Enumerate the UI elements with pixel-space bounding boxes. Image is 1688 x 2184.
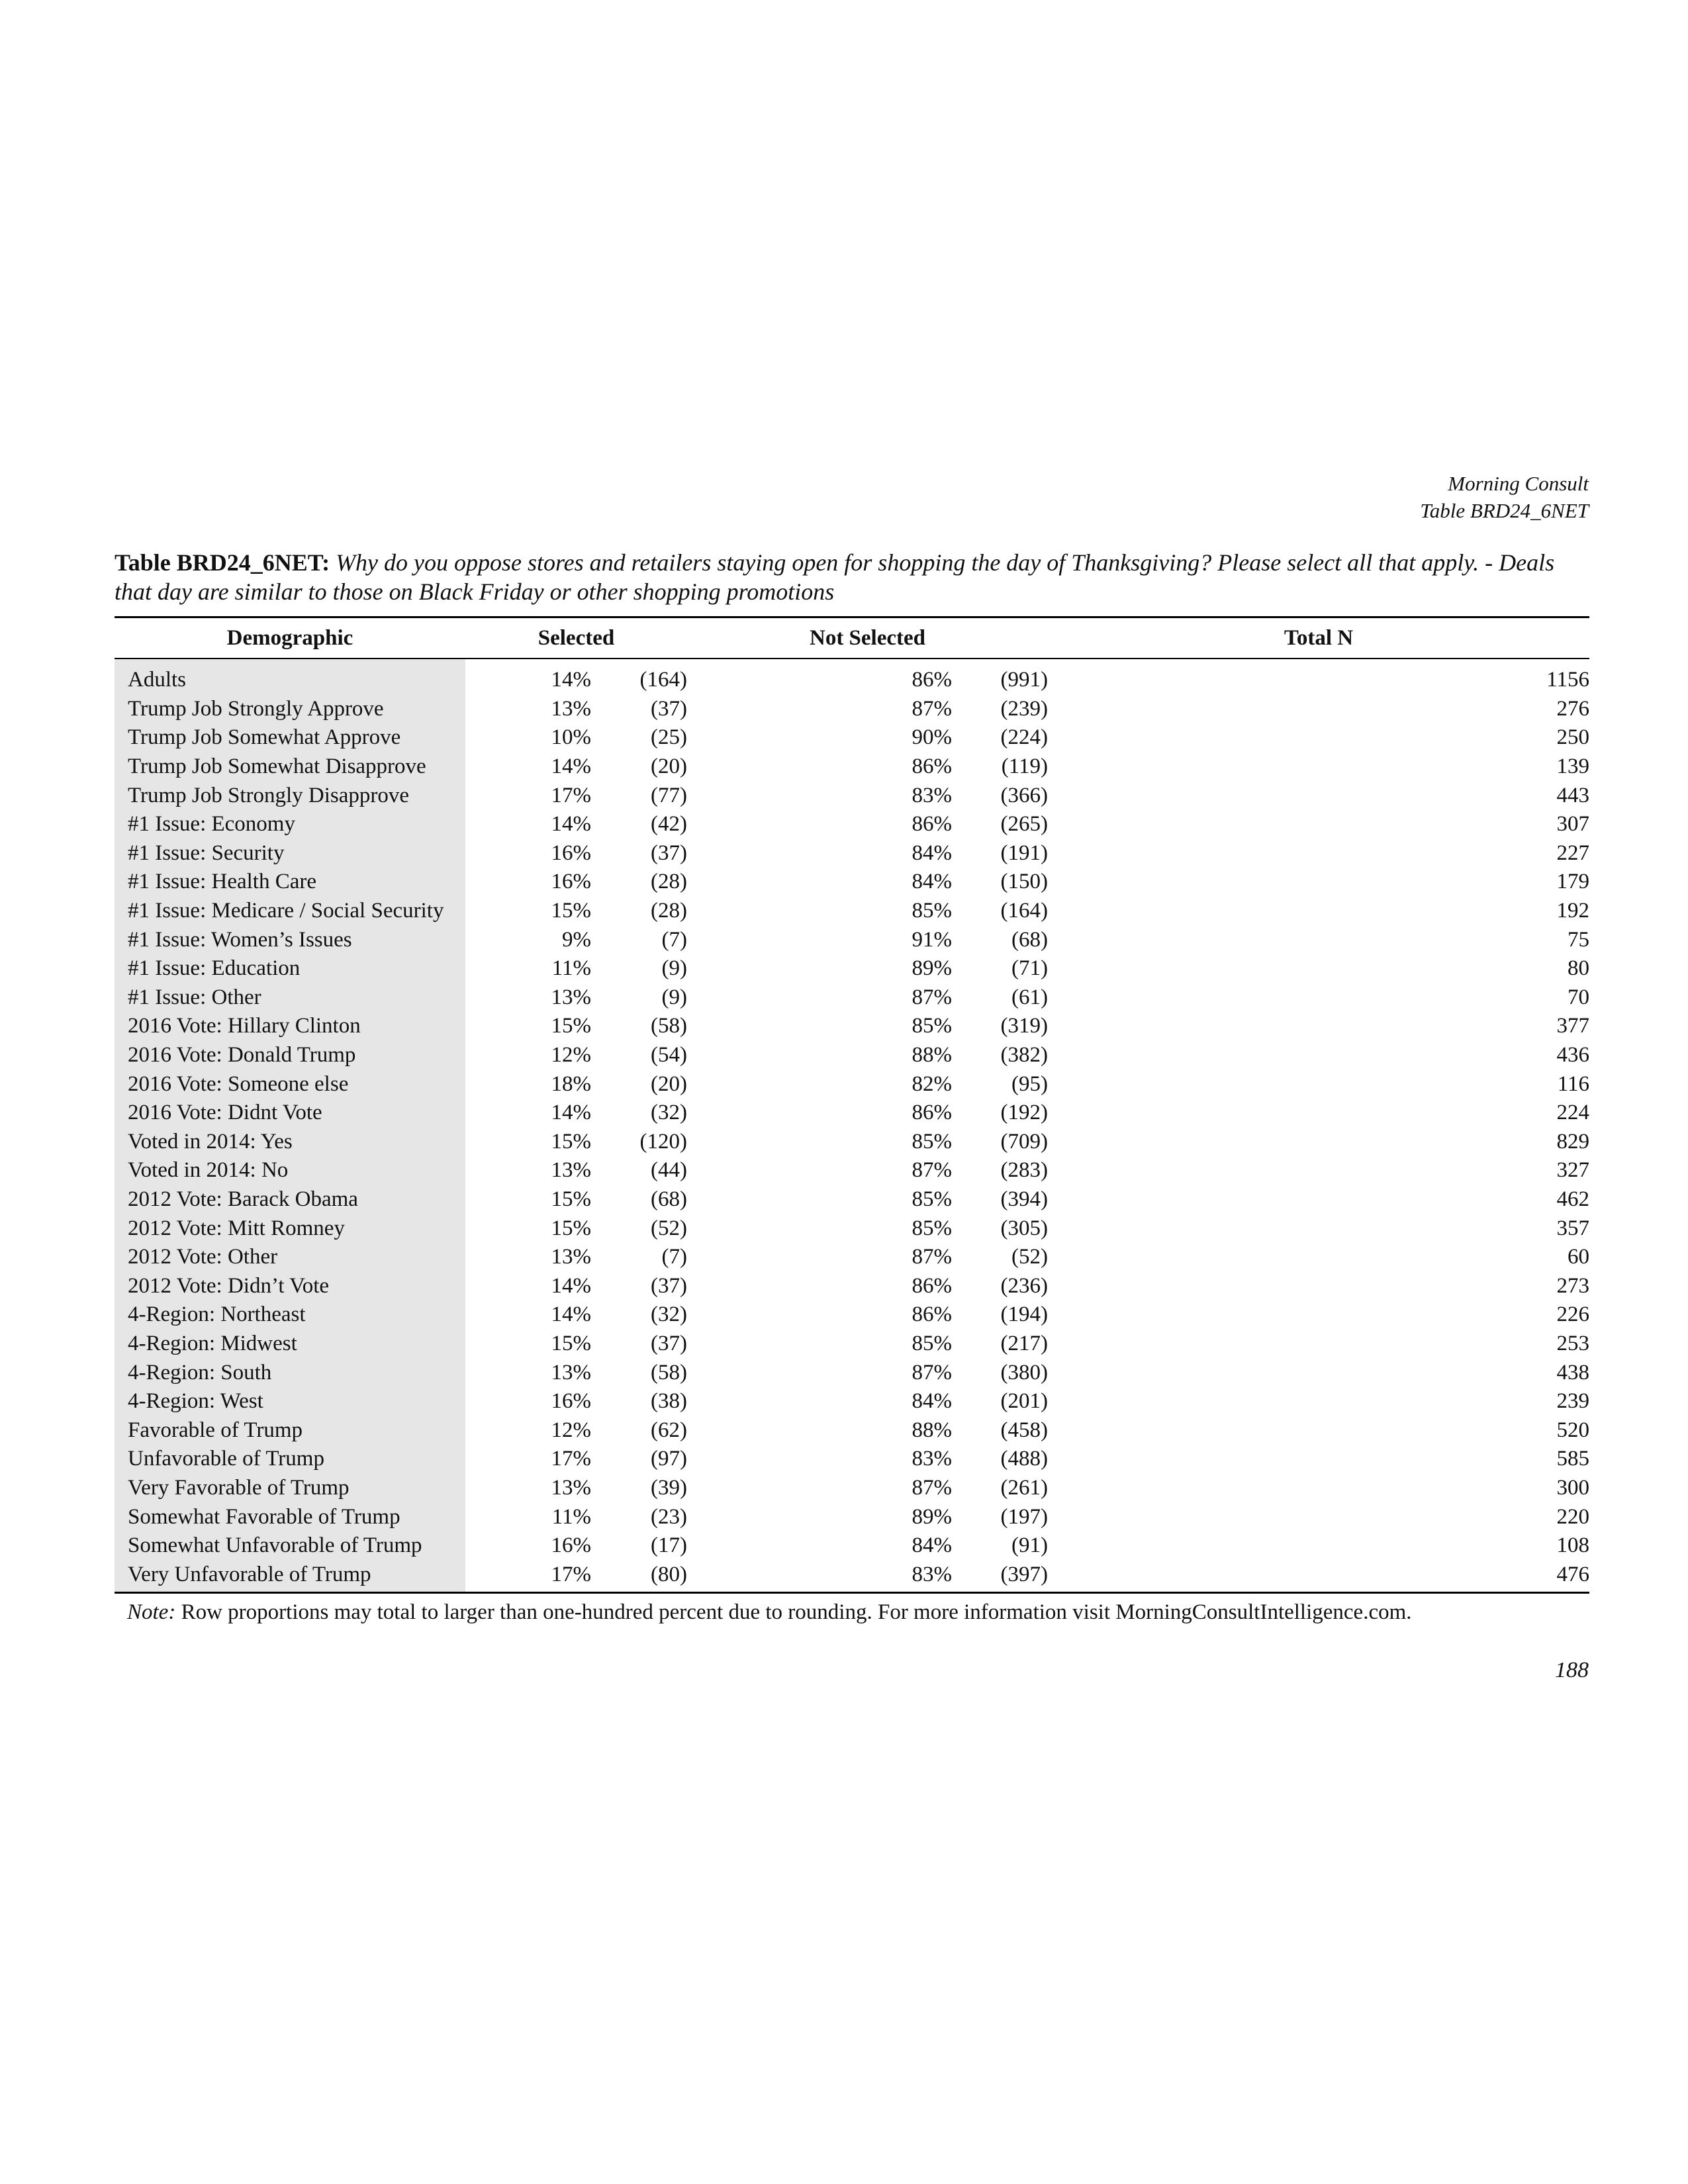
col-header-total: Total N [1048, 617, 1589, 659]
total-n: 357 [1556, 1216, 1589, 1240]
not-selected-pct: 89% [912, 956, 952, 981]
not-selected-pct: 84% [912, 1389, 952, 1414]
selected-n: (7) [661, 1245, 687, 1269]
table-row [115, 659, 1589, 695]
table-row [115, 839, 1589, 868]
row-label: 2012 Vote: Didn’t Vote [115, 1271, 465, 1300]
total-n: 1156 [1546, 668, 1589, 692]
selected-pct: 13% [551, 985, 591, 1009]
selected-pct: 15% [551, 899, 591, 923]
total-n: 250 [1556, 725, 1589, 750]
selected-n: (9) [661, 956, 687, 981]
table-row [115, 1069, 1589, 1099]
table-row [115, 695, 1589, 724]
col-header-selected: Selected [465, 617, 687, 659]
not-selected-n: (217) [1000, 1331, 1048, 1355]
not-selected-n: (380) [1000, 1360, 1048, 1385]
not-selected-pct: 87% [912, 1158, 952, 1183]
not-selected-n: (192) [1000, 1101, 1048, 1125]
selected-n: (44) [651, 1158, 687, 1183]
selected-pct: 18% [551, 1071, 591, 1096]
not-selected-pct: 84% [912, 841, 952, 865]
not-selected-pct: 83% [687, 1560, 952, 1592]
row-label: 2016 Vote: Didnt Vote [115, 1099, 465, 1128]
header-org: Morning Consult [1448, 472, 1589, 495]
row-label: Trump Job Strongly Disapprove [115, 781, 465, 810]
table-row [115, 781, 1589, 810]
selected-pct: 15% [551, 1331, 591, 1355]
not-selected-n: (95) [1011, 1071, 1048, 1096]
selected-n: (32) [651, 1302, 687, 1327]
total-n: 80 [1568, 956, 1589, 981]
col-header-demographic: Demographic [115, 617, 465, 659]
row-label: #1 Issue: Health Care [115, 868, 465, 897]
table-row [115, 1358, 1589, 1387]
not-selected-pct: 87% [912, 1360, 952, 1385]
not-selected-n: (71) [1011, 956, 1048, 981]
selected-pct: 14% [551, 668, 591, 692]
table-row [115, 1560, 1589, 1592]
table-row [115, 1300, 1589, 1330]
selected-pct: 15% [551, 1216, 591, 1240]
total-n: 327 [1556, 1158, 1589, 1183]
not-selected-pct: 86% [912, 668, 952, 692]
not-selected-n: (283) [1000, 1158, 1048, 1183]
not-selected-n: (201) [1000, 1389, 1048, 1414]
selected-pct: 16% [551, 870, 591, 894]
selected-pct: 14% [551, 754, 591, 779]
table-row [115, 1271, 1589, 1300]
crosstab-table [115, 616, 1589, 1594]
row-label: Voted in 2014: No [115, 1156, 465, 1185]
table-row [115, 1243, 1589, 1272]
selected-n: (42) [651, 812, 687, 837]
not-selected-n: (224) [1000, 725, 1048, 750]
table-row [115, 810, 1589, 839]
table-row [115, 1531, 1589, 1561]
table-row [115, 868, 1589, 897]
row-label: 2012 Vote: Barack Obama [115, 1185, 465, 1214]
selected-n: (37) [651, 1331, 687, 1355]
selected-n: (20) [651, 1071, 687, 1096]
selected-pct: 15% [551, 1129, 591, 1154]
selected-pct: 14% [551, 1101, 591, 1125]
total-n: 273 [1556, 1273, 1589, 1298]
selected-pct: 17% [551, 783, 591, 807]
not-selected-pct: 86% [912, 1302, 952, 1327]
not-selected-n: (394) [1000, 1187, 1048, 1211]
page-header [1420, 470, 1589, 524]
selected-pct: 13% [551, 696, 591, 721]
selected-pct: 11% [551, 956, 591, 981]
table-row [115, 1156, 1589, 1185]
not-selected-n: (991) [1000, 668, 1048, 692]
row-label: #1 Issue: Medicare / Social Security [115, 897, 465, 926]
not-selected-n: (239) [1000, 696, 1048, 721]
table-row [115, 1330, 1589, 1359]
total-n: 829 [1556, 1129, 1589, 1154]
not-selected-n: (366) [1000, 783, 1048, 807]
selected-n: (77) [651, 783, 687, 807]
table-row [115, 1185, 1589, 1214]
row-label: 2016 Vote: Someone else [115, 1069, 465, 1099]
selected-n: (23) [651, 1504, 687, 1529]
not-selected-n: (191) [1000, 841, 1048, 865]
total-n: 377 [1556, 1014, 1589, 1038]
total-n: 70 [1568, 985, 1589, 1009]
not-selected-pct: 87% [912, 1475, 952, 1500]
not-selected-n: (197) [1000, 1504, 1048, 1529]
selected-n: (38) [651, 1389, 687, 1414]
total-n: 307 [1556, 812, 1589, 837]
not-selected-n: (382) [1000, 1043, 1048, 1068]
not-selected-pct: 87% [912, 1245, 952, 1269]
total-n: 220 [1556, 1504, 1589, 1529]
row-label: Very Unfavorable of Trump [115, 1560, 465, 1592]
selected-n: (54) [651, 1043, 687, 1068]
table-row [115, 925, 1589, 954]
not-selected-n: (458) [1000, 1418, 1048, 1442]
table-row [115, 954, 1589, 983]
row-label: 4-Region: Midwest [115, 1330, 465, 1359]
not-selected-n: (119) [1001, 754, 1048, 779]
selected-pct: 17% [465, 1560, 591, 1592]
not-selected-n: (194) [1000, 1302, 1048, 1327]
row-label: Unfavorable of Trump [115, 1445, 465, 1474]
total-n: 139 [1556, 754, 1589, 779]
selected-n: (28) [651, 899, 687, 923]
total-n: 60 [1568, 1245, 1589, 1269]
table-row [115, 1012, 1589, 1041]
not-selected-pct: 86% [912, 812, 952, 837]
not-selected-n: (488) [1000, 1447, 1048, 1471]
selected-n: (37) [651, 1273, 687, 1298]
selected-pct: 16% [551, 1389, 591, 1414]
total-n: 300 [1556, 1475, 1589, 1500]
row-label: 2012 Vote: Other [115, 1243, 465, 1272]
selected-pct: 16% [551, 1533, 591, 1558]
table-caption [115, 548, 1589, 606]
selected-pct: 13% [551, 1158, 591, 1183]
selected-pct: 13% [551, 1360, 591, 1385]
total-n: 476 [1048, 1560, 1589, 1592]
selected-n: (39) [651, 1475, 687, 1500]
selected-n: (7) [661, 927, 687, 952]
not-selected-pct: 87% [912, 985, 952, 1009]
selected-pct: 17% [551, 1447, 591, 1471]
total-n: 438 [1556, 1360, 1589, 1385]
not-selected-pct: 91% [912, 927, 952, 952]
selected-n: (58) [651, 1014, 687, 1038]
selected-pct: 14% [551, 812, 591, 837]
not-selected-n: (709) [1000, 1129, 1048, 1154]
caption-text: Why do you oppose stores and retailers staying open for shopping the day of Thanksgiving? Please select all that apply. - Deals that day are similar to those on Black Friday or other shopping promotions [115, 549, 1555, 605]
row-label: Trump Job Somewhat Approve [115, 723, 465, 752]
row-label: #1 Issue: Security [115, 839, 465, 868]
total-n: 116 [1557, 1071, 1589, 1096]
not-selected-pct: 85% [912, 1216, 952, 1240]
selected-n: (120) [639, 1129, 687, 1154]
table-row [115, 1445, 1589, 1474]
selected-n: (37) [651, 841, 687, 865]
selected-n: (28) [651, 870, 687, 894]
total-n: 226 [1556, 1302, 1589, 1327]
table-row [115, 1128, 1589, 1157]
not-selected-pct: 90% [912, 725, 952, 750]
total-n: 224 [1556, 1101, 1589, 1125]
not-selected-pct: 89% [912, 1504, 952, 1529]
row-label: 4-Region: Northeast [115, 1300, 465, 1330]
note-label: Note: [127, 1600, 176, 1624]
not-selected-pct: 82% [912, 1071, 952, 1096]
selected-pct: 15% [551, 1014, 591, 1038]
not-selected-pct: 85% [912, 1187, 952, 1211]
selected-n: (9) [661, 985, 687, 1009]
table-row [115, 1041, 1589, 1070]
total-n: 75 [1568, 927, 1589, 952]
selected-n: (52) [651, 1216, 687, 1240]
header-table-ref: Table BRD24_6NET [1420, 499, 1589, 522]
not-selected-n: (150) [1000, 870, 1048, 894]
not-selected-n: (265) [1000, 812, 1048, 837]
not-selected-pct: 85% [912, 899, 952, 923]
table-body [115, 659, 1589, 1593]
row-label: 2016 Vote: Hillary Clinton [115, 1012, 465, 1041]
selected-pct: 10% [551, 725, 591, 750]
not-selected-pct: 86% [912, 1101, 952, 1125]
not-selected-pct: 85% [912, 1014, 952, 1038]
row-label: Trump Job Somewhat Disapprove [115, 752, 465, 782]
total-n: 276 [1556, 696, 1589, 721]
selected-pct: 9% [562, 927, 591, 952]
table-row [115, 723, 1589, 752]
not-selected-pct: 85% [912, 1129, 952, 1154]
table-row [115, 1502, 1589, 1531]
not-selected-n: (261) [1000, 1475, 1048, 1500]
selected-pct: 12% [551, 1418, 591, 1442]
row-label: 2012 Vote: Mitt Romney [115, 1214, 465, 1243]
not-selected-pct: 84% [912, 870, 952, 894]
row-label: 4-Region: South [115, 1358, 465, 1387]
selected-n: (17) [651, 1533, 687, 1558]
not-selected-pct: 85% [912, 1331, 952, 1355]
not-selected-n: (236) [1000, 1273, 1048, 1298]
row-label: #1 Issue: Education [115, 954, 465, 983]
selected-pct: 12% [551, 1043, 591, 1068]
not-selected-n: (319) [1000, 1014, 1048, 1038]
not-selected-n: (305) [1000, 1216, 1048, 1240]
selected-n: (32) [651, 1101, 687, 1125]
total-n: 227 [1556, 841, 1589, 865]
not-selected-pct: 87% [912, 696, 952, 721]
total-n: 443 [1556, 783, 1589, 807]
table-note [127, 1600, 1412, 1625]
selected-pct: 13% [551, 1475, 591, 1500]
selected-pct: 16% [551, 841, 591, 865]
not-selected-pct: 84% [912, 1533, 952, 1558]
selected-n: (97) [651, 1447, 687, 1471]
table-row [115, 752, 1589, 782]
selected-pct: 14% [551, 1273, 591, 1298]
not-selected-pct: 86% [912, 1273, 952, 1298]
total-n: 462 [1556, 1187, 1589, 1211]
row-label: Very Favorable of Trump [115, 1474, 465, 1503]
col-header-not-selected: Not Selected [687, 617, 1048, 659]
table-header-row [115, 617, 1589, 659]
total-n: 585 [1556, 1447, 1589, 1471]
table-row [115, 1099, 1589, 1128]
selected-n: (68) [651, 1187, 687, 1211]
table-row [115, 1387, 1589, 1416]
caption-label: Table BRD24_6NET: [115, 549, 330, 576]
row-label: #1 Issue: Other [115, 983, 465, 1013]
selected-n: (80) [591, 1560, 687, 1592]
total-n: 108 [1556, 1533, 1589, 1558]
row-label: 4-Region: West [115, 1387, 465, 1416]
row-label: 2016 Vote: Donald Trump [115, 1041, 465, 1070]
page-number: 188 [1555, 1658, 1589, 1682]
total-n: 253 [1556, 1331, 1589, 1355]
not-selected-n: (164) [1000, 899, 1048, 923]
table-row [115, 1416, 1589, 1445]
total-n: 239 [1556, 1389, 1589, 1414]
not-selected-n: (52) [1011, 1245, 1048, 1269]
total-n: 179 [1556, 870, 1589, 894]
not-selected-pct: 88% [912, 1043, 952, 1068]
not-selected-pct: 86% [912, 754, 952, 779]
not-selected-n: (61) [1011, 985, 1048, 1009]
total-n: 520 [1556, 1418, 1589, 1442]
total-n: 192 [1556, 899, 1589, 923]
selected-n: (20) [651, 754, 687, 779]
table-row [115, 1214, 1589, 1243]
not-selected-pct: 83% [912, 1447, 952, 1471]
row-label: Somewhat Unfavorable of Trump [115, 1531, 465, 1561]
not-selected-pct: 83% [912, 783, 952, 807]
not-selected-n: (68) [1011, 927, 1048, 952]
selected-n: (37) [651, 696, 687, 721]
row-label: Somewhat Favorable of Trump [115, 1502, 465, 1531]
selected-n: (25) [651, 725, 687, 750]
row-label: Trump Job Strongly Approve [115, 695, 465, 724]
not-selected-n: (397) [952, 1560, 1048, 1592]
selected-pct: 14% [551, 1302, 591, 1327]
selected-pct: 11% [551, 1504, 591, 1529]
row-label: Voted in 2014: Yes [115, 1128, 465, 1157]
row-label: #1 Issue: Economy [115, 810, 465, 839]
selected-n: (58) [651, 1360, 687, 1385]
total-n: 436 [1556, 1043, 1589, 1068]
row-label: Adults [115, 659, 465, 695]
selected-n: (164) [639, 668, 687, 692]
table-row [115, 983, 1589, 1013]
selected-pct: 13% [551, 1245, 591, 1269]
note-text: Row proportions may total to larger than one-hundred percent due to rounding. For more information visit MorningConsultIntelligence.com. [181, 1600, 1412, 1624]
row-label: #1 Issue: Women’s Issues [115, 925, 465, 954]
not-selected-pct: 88% [912, 1418, 952, 1442]
row-label: Favorable of Trump [115, 1416, 465, 1445]
table-row [115, 897, 1589, 926]
selected-n: (62) [651, 1418, 687, 1442]
not-selected-n: (91) [1011, 1533, 1048, 1558]
selected-pct: 15% [551, 1187, 591, 1211]
table-row [115, 1474, 1589, 1503]
